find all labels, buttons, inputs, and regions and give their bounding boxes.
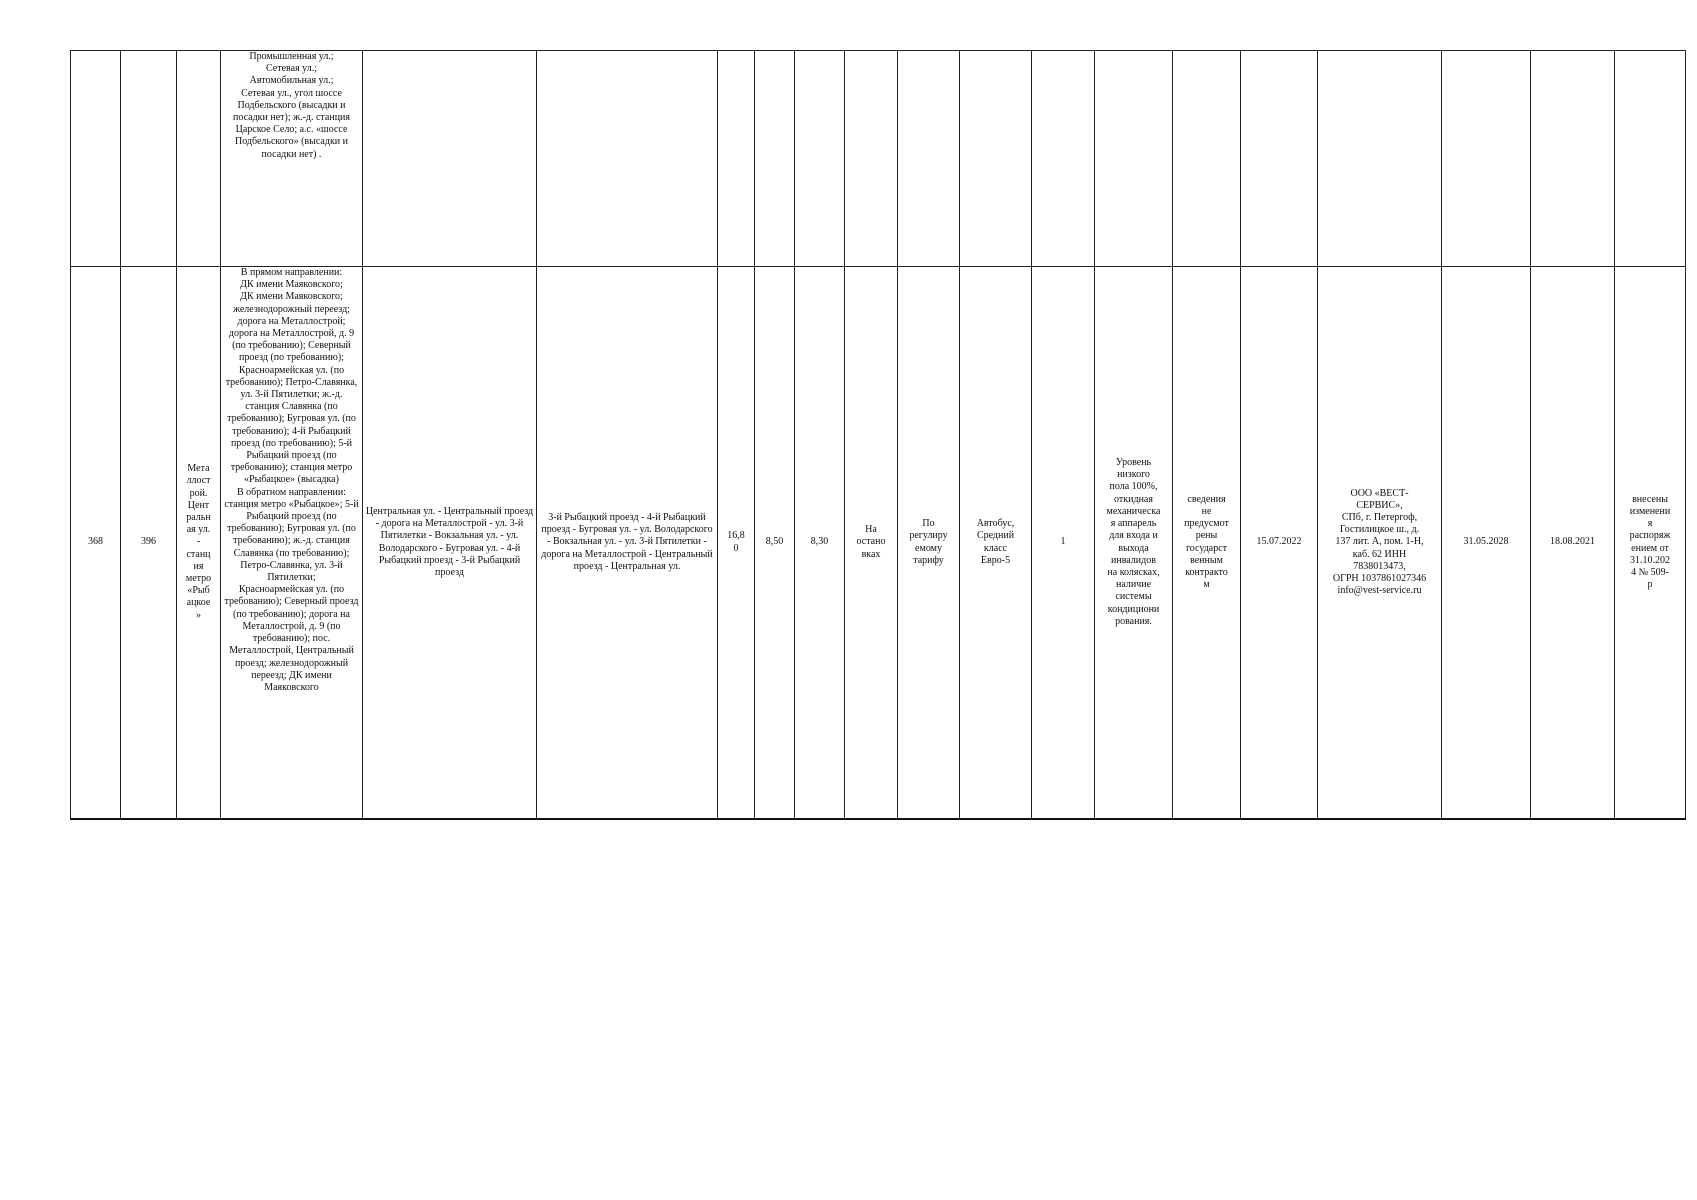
cell-change-date: 18.08.2021: [1531, 267, 1615, 820]
cell-boarding-order: На остано вках: [845, 267, 898, 820]
cell-tariff-type: По регулиру емому тарифу: [898, 267, 960, 820]
cell-empty: [1318, 51, 1442, 267]
cell-empty: [898, 51, 960, 267]
cell-end-date: 31.05.2028: [1442, 267, 1531, 820]
cell-route-name-empty: [177, 51, 221, 267]
cell-stops-continued: Промышленная ул.; Сетевая ул.; Автомобильная ул.; Сетевая ул., угол шоссе Подбельского (высадки и посадки нет); ж.-д. станция Царское Село; а.с. «шоссе Подбельского» (высадки и посадки нет) .: [221, 51, 363, 267]
cell-route-no-empty: [121, 51, 177, 267]
cell-length-forward: 8,50: [755, 267, 795, 820]
cell-route-no: 396: [121, 267, 177, 820]
cell-empty: [960, 51, 1032, 267]
cell-empty: [1095, 51, 1173, 267]
cell-reg-no-empty: [71, 51, 121, 267]
cell-empty: [1615, 51, 1686, 267]
cell-start-date: 15.07.2022: [1241, 267, 1318, 820]
cell-vehicle: Автобус, Средний класс Евро-5: [960, 267, 1032, 820]
route-register-table: [70, 50, 1686, 820]
cell-length-backward: 8,30: [795, 267, 845, 820]
cell-carrier: ООО «ВЕСТ- СЕРВИС», СПб, г. Петергоф, Гостилицкое ш., д. 137 лит. А, пом. 1-Н, каб. 62 ИНН 7838013473, ОГРН 1037861027346 info@vest-service.ru: [1318, 267, 1442, 820]
cell-empty: [755, 51, 795, 267]
cell-empty: [363, 51, 537, 267]
cell-vehicle-count: 1: [1032, 267, 1095, 820]
cell-empty: [845, 51, 898, 267]
cell-reg-no: 368: [71, 267, 121, 820]
cell-route-name: Мета ллост рой. Цент ральн ая ул. - станц ия метро «Рыб ацкое »: [177, 267, 221, 820]
cell-empty: [1032, 51, 1095, 267]
table-row-route: [71, 267, 1686, 820]
cell-length-total: 16,8 0: [718, 267, 755, 820]
cell-empty: [1442, 51, 1531, 267]
cell-empty: [795, 51, 845, 267]
cell-streets-backward: 3-й Рыбацкий проезд - 4-й Рыбацкий проезд - Бугровая ул. - ул. Володарского - Вокзальная ул. - ул. 3-й Пятилетки - дорога на Металлострой - Центральный проезд - Центральная ул.: [537, 267, 718, 820]
cell-notes: внесены изменени я распоряж ением от 31.10.202 4 № 509- р: [1615, 267, 1686, 820]
cell-contract-info: сведения не предусмот рены государст венным контракто м: [1173, 267, 1241, 820]
cell-empty: [537, 51, 718, 267]
cell-stops: В прямом направлении: ДК имени Маяковского; ДК имени Маяковского; железнодорожный переезд; дорога на Металлострой; дорога на Металлострой, д. 9 (по требованию); Северный проезд (по требованию); Красноармейская ул. (по требованию); Петро-Славянка, ул. 3-й Пятилетки; ж.-д. станция Славянка (по требованию); Бугровая ул. (по требованию); 4-й Рыбацкий проезд (по требованию); 5-й Рыбацкий проезд (по требованию); станция метро «Рыбацкое» (высадка) В обратном направлении: станция метро «Рыбацкое»; 5-й Рыбацкий проезд (по требованию); Бугровая ул. (по требованию); ж.-д. станция Славянка (по требованию); Петро-Славянка, ул. 3-й Пятилетки; Красноармейская ул. (по требованию); Северный проезд (по требованию); дорога на Металлострой, д. 9 (по требованию); пос. Металлострой, Центральный проезд; железнодорожный переезд; ДК имени Маяковского: [221, 267, 363, 820]
cell-vehicle-features: Уровень низкого пола 100%, откидная механическа я аппарель для входа и выхода инвалидов на колясках, наличие системы кондициони рования.: [1095, 267, 1173, 820]
cell-streets-forward: Центральная ул. - Центральный проезд - дорога на Металлострой - ул. 3-й Пятилетки - Вокзальная ул. - ул. Володарского - Бугровая ул. - 4-й Рыбацкий проезд - 3-й Рыбацкий проезд: [363, 267, 537, 820]
table-row-continued: [71, 51, 1686, 267]
cell-empty: [718, 51, 755, 267]
cell-empty: [1241, 51, 1318, 267]
cell-empty: [1173, 51, 1241, 267]
cell-empty: [1531, 51, 1615, 267]
